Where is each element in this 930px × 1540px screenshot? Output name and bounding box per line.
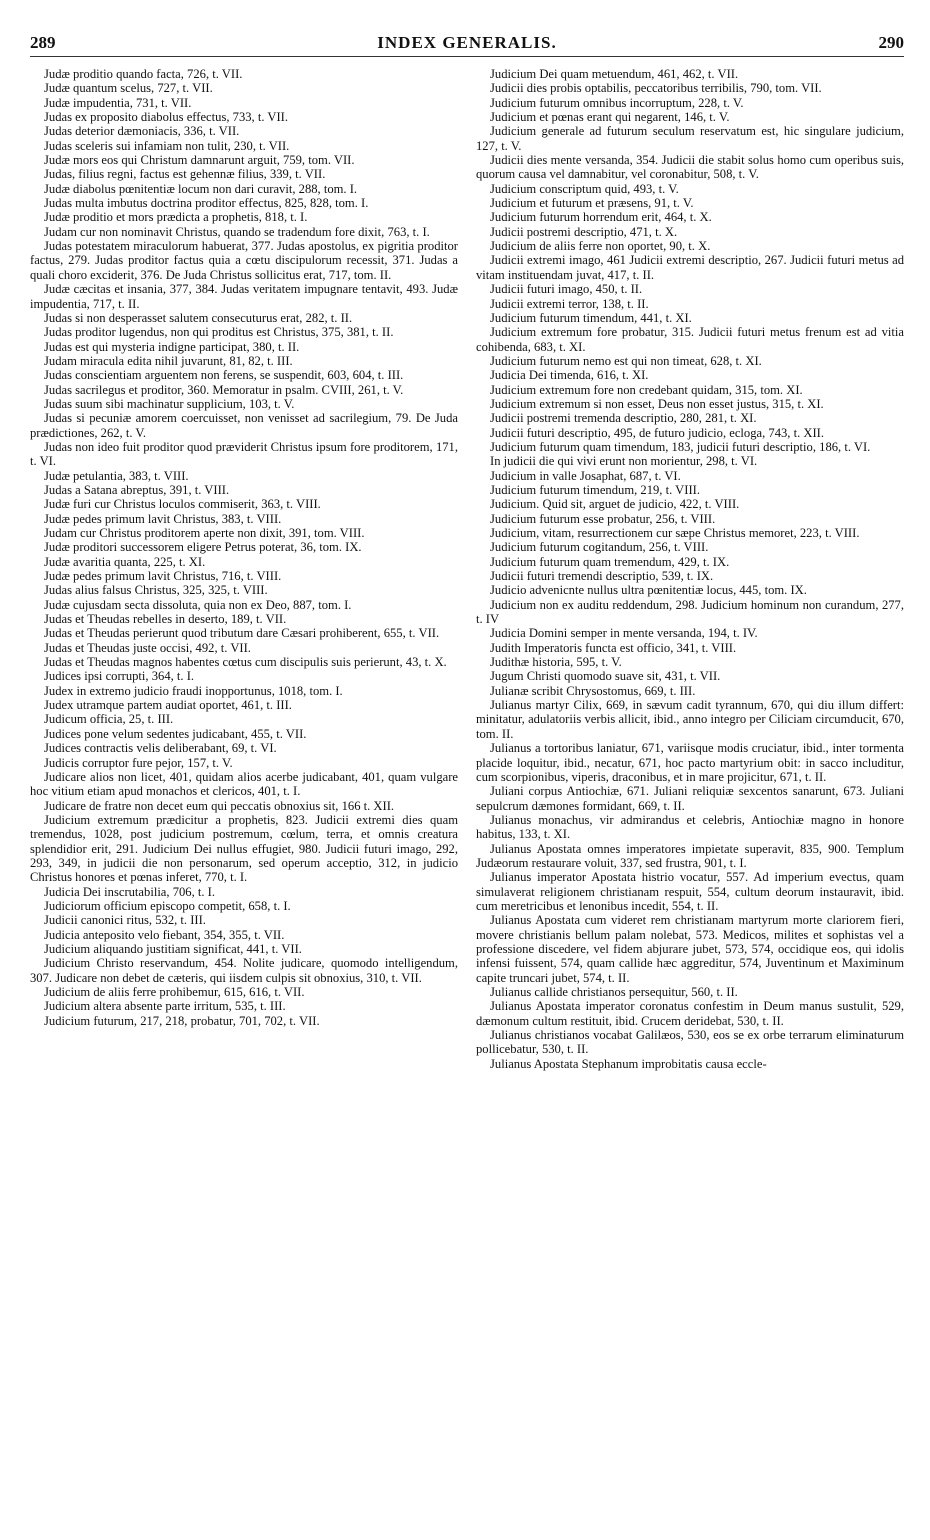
index-entry: Judas et Theudas rebelles in deserto, 189, t. VII. (44, 612, 287, 627)
index-entry: Judicium futurum timendum, 219, t. VIII. (490, 482, 700, 497)
index-entry: Judicare de fratre non decet eum qui peccatis obnoxius sit, 166 t. XII. (44, 798, 395, 813)
index-entry: Judæ quantum scelus, 727, t. VII. (44, 81, 213, 96)
index-entry: Judicium extremum fore non credebant quidam, 315, tom. XI. (490, 382, 803, 397)
left-column (30, 67, 458, 1071)
index-entry: Judices ipsi corrupti, 364, t. I. (44, 669, 195, 684)
index-entry: Judicium extremum fore probatur, 315. Judicii futuri metus frenum est ad vitia cohibenda, 683, t. XI. (476, 325, 904, 354)
index-entry: Judæ cæcitas et insania, 377, 384. Judas veritatem impugnare tentavit, 493. Judæ impudentia, 717, t. II. (30, 282, 458, 311)
index-entry: Judas si pecuniæ amorem coercuisset, non venisset ad sacrilegium, 79. De Juda prædictiones, 262, t. V. (30, 411, 458, 440)
index-entry: Judicis corruptor fure pejor, 157, t. V. (44, 755, 233, 770)
index-entry: Judicium, vitam, resurrectionem cur sæpe Christus memoret, 223, t. VIII. (490, 526, 860, 540)
index-entry: Judas et Theudas magnos habentes cœtus cum discipulis suis perierunt, 43, t. X. (44, 655, 447, 670)
index-entry: Judæ avaritia quanta, 225, t. XI. (44, 554, 206, 569)
index-entry: Judicii futuri descriptio, 495, de futuro judicio, ecloga, 743, t. XII. (490, 425, 825, 440)
index-entry: Judicium futurum cogitandum, 256, t. VIII. (490, 540, 709, 555)
index-entry: Judicia Domini semper in mente versanda, 194, t. IV. (490, 626, 758, 641)
index-entry: Julianus Apostata imperator coronatus confestim in Deum manus sustulit, 529, dæmonum cultum restituit, ibid. Crucem deridebat, 530, t. II. (476, 999, 904, 1028)
index-entry: Judicium Christo reservandum, 454. Nolite judicare, quomodo intelligendum, 307. Judicare non debet de cæteris, qui iisdem culpis sit obnoxius, 310, t. VII. (30, 956, 458, 985)
index-entry: Julianus Apostata cum videret rem christianam martyrum morte clariorem fieri, movere christianis bellum palam nolebat, 573. Medicos, milites et sophistas vel a professione discedere, vel fidem abjurare jubet, 573, 574, occidique eos, qui idolis infensi fuissent, 574, quam callide hæc aggreditur, 574, Juventinum et Maximinum capite truncari jubet, 574, t. II. (476, 913, 904, 985)
index-entry: Judicii dies mente versanda, 354. Judicii die stabit solus homo cum operibus suis, quorum causa vel damnabitur, vel coronabitur, 508, t. V. (476, 153, 904, 182)
index-entry: Judex in extremo judicio fraudi inopportunus, 1018, tom. I. (44, 683, 343, 698)
index-entry: Judicii futuri imago, 450, t. II. (490, 282, 643, 297)
index-entry: Judas multa imbutus doctrina proditor effectus, 825, 828, tom. I. (44, 196, 369, 211)
index-entry: Julianus Apostata omnes imperatores impietate superavit, 835, 900. Templum Judæorum restaurare voluit, 337, sed frustra, 901, t. I. (476, 841, 904, 870)
index-entry: Judæ proditori successorem eligere Petrus poterat, 36, tom. IX. (44, 540, 362, 555)
index-entry: Judicii extremi imago, 461 Judicii extremi descriptio, 267. Judicii futuri metus ad vitam instituendam juvat, 417, t. II. (476, 253, 904, 282)
index-entry: Judices contractis velis deliberabant, 69, t. VI. (44, 741, 277, 756)
index-entry: Judicium futurum esse probatur, 256, t. VIII. (490, 511, 716, 526)
index-columns (30, 67, 904, 1071)
index-entry: Julianus monachus, vir admirandus et celebris, Antiochiæ magno in honore habitus, 133, t. XI. (476, 812, 904, 842)
index-entry: Judæ petulantia, 383, t. VIII. (44, 468, 189, 483)
index-entry: Judicii canonici ritus, 532, t. III. (44, 913, 206, 928)
index-entry: Judicium in valle Josaphat, 687, t. VI. (490, 468, 681, 483)
index-entry: Judæ furi cur Christus loculos commiserit, 363, t. VIII. (44, 497, 321, 512)
index-entry: Julianus martyr Cilix, 669, in sævum cadit tyrannum, 670, qui diu illum differt: minitatur, adulatoriis verbis allicit, ibid., anno integro per Ciliciam circumducit, 670, tom. II. (476, 698, 904, 741)
index-entry: Judicium altera absente parte irritum, 535, t. III. (44, 999, 286, 1014)
index-entry: Judicii futuri tremendi descriptio, 539, t. IX. (490, 569, 714, 584)
index-entry: Judicii dies probis optabilis, peccatoribus terribilis, 790, tom. VII. (490, 81, 822, 96)
index-entry: Judæ proditio quando facta, 726, t. VII. (44, 67, 243, 81)
index-entry: Judicii postremi descriptio, 471, t. X. (490, 224, 678, 239)
index-entry: Judicium conscriptum quid, 493, t. V. (490, 181, 679, 196)
index-entry: Judæ proditio et mors prædicta a prophetis, 818, t. I. (44, 210, 308, 225)
index-entry: Judicium futurum timendum, 441, t. XI. (490, 310, 692, 325)
index-entry: Judicium futurum omnibus incorruptum, 228, t. V. (490, 95, 744, 110)
index-entry: Judicium futurum quam tremendum, 429, t. IX. (490, 554, 730, 569)
index-entry: Judicium de aliis ferre prohibemur, 615, 616, t. VII. (44, 985, 305, 999)
index-entry: Judas non ideo fuit proditor quod præviderit Christus ipsum fore proditorem, 171, t. VI. (30, 439, 458, 469)
index-entry: Juliani corpus Antiochiæ, 671. Juliani reliquiæ sexcentos sanarunt, 673. Juliani sepulcrum dæmones formidant, 669, t. II. (476, 784, 904, 813)
index-entry: Judas sacrilegus et proditor, 360. Memoratur in psalm. CVIII, 261, t. V. (44, 382, 404, 397)
index-entry: Judicium futurum quam timendum, 183, judicii futuri descriptio, 186, t. VI. (490, 439, 871, 454)
index-entry: Judas suum sibi machinatur supplicium, 103, t. V. (44, 396, 295, 411)
index-entry: Judam cur Christus proditorem aperte non dixit, 391, tom. VIII. (44, 526, 365, 540)
index-entry: Judices pone velum sedentes judicabant, 455, t. VII. (44, 726, 307, 741)
index-entry: Judicia anteposito velo fiebant, 354, 355, t. VII. (44, 927, 285, 942)
index-entry: Judicia Dei inscrutabilia, 706, t. I. (44, 884, 216, 899)
index-entry: Judam miracula edita nihil juvarunt, 81, 82, t. III. (44, 353, 293, 368)
index-entry: Julianus christianos vocabat Galilæos, 530, eos se ex orbe terrarum eliminaturum pollicebatur, 530, t. II. (476, 1028, 904, 1057)
index-entry: Judicium. Quid sit, arguet de judicio, 422, t. VIII. (490, 497, 740, 512)
index-entry: Judas sceleris sui infamiam non tulit, 230, t. VII. (44, 138, 290, 153)
index-entry: Judicium de aliis ferre non oportet, 90, t. X. (490, 239, 711, 254)
index-entry: Judas conscientiam arguentem non ferens, se suspendit, 603, 604, t. III. (44, 368, 404, 383)
left-page-number: 289 (30, 33, 56, 52)
index-entry: Judæ diabolus pœnitentiæ locum non dari curavit, 288, tom. I. (44, 181, 358, 196)
index-entry: Judas et Theudas perierunt quod tributum dare Cæsari prohiberent, 655, t. VII. (44, 626, 440, 641)
index-entry: Judicium Dei quam metuendum, 461, 462, t. VII. (490, 67, 739, 81)
index-entry: Julianus imperator Apostata histrio vocatur, 557. Ad imperium evectus, quam simulaverat religionem christianam respuit, 554, cultum deorum instauravit, ibid. cum meretricibus et lenonibus incedit, 554, t. II. (476, 870, 904, 913)
index-entry: Judas si non desperasset salutem consecuturus erat, 282, t. II. (44, 310, 353, 325)
index-entry: Judicare alios non licet, 401, quidam alios acerbe judicabant, 401, quam vulgare hoc vitium etiam apud monachos et clericos, 401, t. I. (30, 769, 458, 799)
index-entry: Judicium futurum nemo est qui non timeat, 628, t. XI. (490, 353, 762, 368)
index-entry: Judicium extremum si non esset, Deus non esset justus, 315, t. XI. (490, 396, 824, 411)
index-entry: Julianus a tortoribus laniatur, 671, variisque modis cruciatur, ibid., inter tormenta placide loquitur, ibid., necatur, 671, hoc pacto martyrium obit: in sacco includitur, cum scorpionibus, viperis, draconibus, et in mare projicitur, 671, t. II. (476, 741, 904, 784)
index-entry: Judas ex proposito diabolus effectus, 733, t. VII. (44, 110, 289, 125)
index-entry: Judæ pedes primum lavit Christus, 383, t. VIII. (44, 511, 282, 526)
index-entry: Judas et Theudas juste occisi, 492, t. VII. (44, 640, 251, 655)
index-entry: Julianus Apostata Stephanum improbitatis causa eccle- (490, 1056, 767, 1071)
index-entry: Judicium non ex auditu reddendum, 298. Judicium hominum non curandum, 277, t. IV (476, 597, 904, 627)
index-entry: Judicium et pœnas erant qui negarent, 146, t. V. (490, 110, 730, 125)
index-entry: Judas potestatem miraculorum habuerat, 377. Judas apostolus, ex pigritia proditor factus, 279. Judas proditor factus quia a cœtu discipulorum recessit, 371. Judas a quali choro exciderit, 376. De Juda Christus sollicitus erat, 717, tom. II. (30, 239, 458, 282)
index-entry: Judas proditor lugendus, non qui proditus est Christus, 375, 381, t. II. (44, 325, 394, 340)
right-page-number: 290 (878, 33, 904, 52)
index-entry: Judith Imperatoris functa est officio, 341, t. VIII. (490, 640, 737, 655)
index-entry: Judicium futurum, 217, 218, probatur, 701, 702, t. VII. (44, 1013, 320, 1028)
index-entry: Judicia Dei timenda, 616, t. XI. (490, 368, 649, 383)
index-entry: Judas a Satana abreptus, 391, t. VIII. (44, 482, 230, 497)
index-entry: Julianæ scribit Chrysostomus, 669, t. III. (490, 683, 696, 698)
index-entry: Judicium generale ad futurum seculum reservatum est, hic singulare judicium, 127, t. V. (476, 124, 904, 153)
index-entry: Julianus callide christianos persequitur, 560, t. II. (490, 985, 738, 999)
index-entry: Judæ pedes primum lavit Christus, 716, t. VIII. (44, 569, 282, 584)
page-header (30, 30, 904, 57)
index-entry: In judicii die qui vivi erunt non morientur, 298, t. VI. (490, 454, 758, 469)
index-entry: Judæ impudentia, 731, t. VII. (44, 95, 192, 110)
index-entry: Judas alius falsus Christus, 325, 325, t. VIII. (44, 583, 268, 598)
index-page (30, 30, 904, 1526)
index-entry: Judicium extremum prædicitur a prophetis, 823. Judicii extremi dies quam tremendus, 1028, post judicium postremum, cœlum, terra, et omnis creatura splendidior erit, 291. Judicium Dei nullus effugiet, 980. Judicii futuri imago, 292, 293, 349, in judicii die non personarum, sed operum acceptio, 312, in judicio Christus honores et pœnas inferet, 770, t. I. (30, 812, 458, 885)
index-entry: Judex utramque partem audiat oportet, 461, t. III. (44, 698, 292, 713)
index-entry: Judæ cujusdam secta dissoluta, quia non ex Deo, 887, tom. I. (44, 597, 352, 612)
index-entry: Judicium futurum horrendum erit, 464, t. X. (490, 210, 712, 225)
index-entry: Jugum Christi quomodo suave sit, 431, t. VII. (490, 669, 721, 684)
index-entry: Judas deterior dæmoniacis, 336, t. VII. (44, 124, 240, 139)
index-entry: Judicium aliquando justitiam significat, 441, t. VII. (44, 941, 302, 956)
page-title: INDEX GENERALIS. (377, 33, 557, 52)
index-entry: Judas est qui mysteria indigne participat, 380, t. II. (44, 339, 300, 354)
index-entry: Judicii extremi terror, 138, t. II. (490, 296, 649, 311)
index-entry: Judicum officia, 25, t. III. (44, 712, 174, 727)
right-column (476, 67, 904, 1071)
index-entry: Judas, filius regni, factus est gehennæ filius, 339, t. VII. (44, 167, 326, 182)
index-entry: Judicii postremi tremenda descriptio, 280, 281, t. XI. (490, 411, 757, 426)
index-entry: Judiciorum officium episcopo competit, 658, t. I. (44, 898, 291, 913)
index-entry: Judicium et futurum et præsens, 91, t. V. (490, 196, 694, 211)
index-entry: Judicio advenicnte nullus ultra pœnitentiæ locus, 445, tom. IX. (490, 583, 807, 598)
index-entry: Judithæ historia, 595, t. V. (490, 655, 622, 670)
index-entry: Judæ mors eos qui Christum damnarunt arguit, 759, tom. VII. (44, 153, 355, 168)
index-entry: Judam cur non nominavit Christus, quando se tradendum fore dixit, 763, t. I. (44, 224, 430, 239)
